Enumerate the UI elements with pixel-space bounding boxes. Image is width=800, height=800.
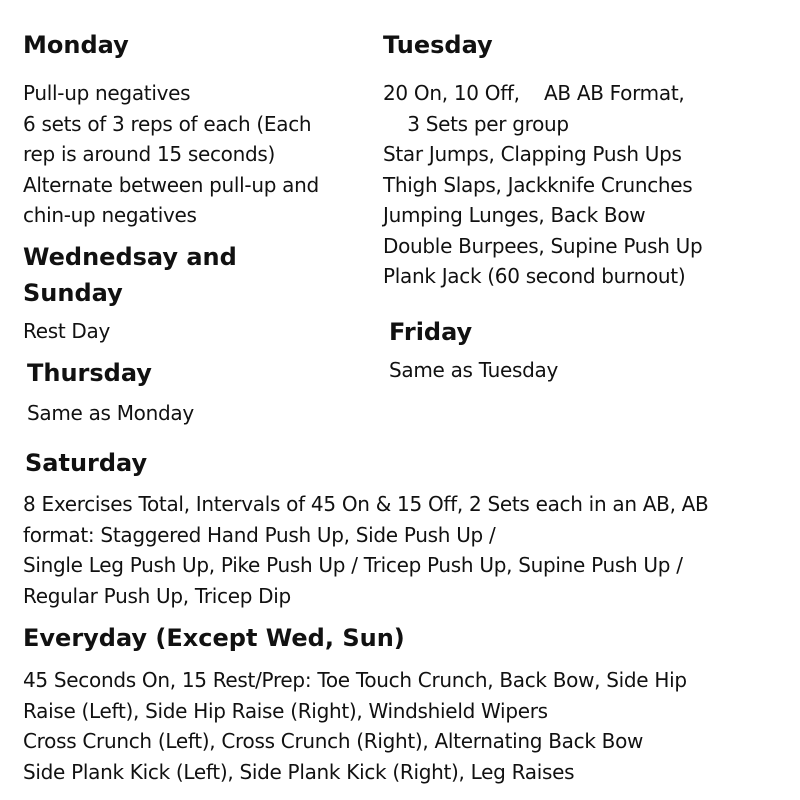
friday-text: [389, 355, 558, 386]
tuesday-line: Star Jumps, Clapping Push Ups: [383, 142, 682, 166]
everyday-line: Side Plank Kick (Left), Side Plank Kick (Right), Leg Raises: [23, 759, 575, 784]
saturday-line: Single Leg Push Up, Pike Push Up / Tricep Push Up, Supine Push Up /: [23, 553, 683, 577]
monday-line: 6 sets of 3 reps of each (Each: [23, 111, 312, 136]
saturday-heading: Saturday: [25, 449, 148, 477]
everyday-line: Raise (Left), Side Hip Raise (Right), Windshield Wipers: [23, 698, 548, 723]
tuesday-heading: Tuesday: [383, 31, 493, 59]
saturday-text: [23, 489, 708, 611]
wednesday-sunday-heading-line: Sunday: [23, 279, 123, 307]
everyday-heading: Everyday (Except Wed, Sun): [23, 624, 405, 652]
friday-line: Same as Tuesday: [389, 358, 558, 382]
everyday-section: [23, 620, 405, 656]
thursday-text: [27, 398, 194, 429]
everyday-line: 45 Seconds On, 15 Rest/Prep: Toe Touch Crunch, Back Bow, Side Hip: [23, 668, 687, 692]
saturday-line: Regular Push Up, Tricep Dip: [23, 583, 291, 608]
everyday-line: Cross Crunch (Left), Cross Crunch (Right), Alternating Back Bow: [23, 729, 644, 753]
friday-heading: Friday: [389, 318, 473, 346]
wednesday-sunday-section: [23, 239, 237, 311]
tuesday-line: 20 On, 10 Off, AB AB Format,: [383, 81, 685, 105]
monday-text: [23, 78, 319, 231]
wednesday-sunday-text: [23, 316, 110, 347]
monday-line: Alternate between pull-up and: [23, 172, 319, 197]
tuesday-section: [383, 27, 493, 63]
tuesday-line: 3 Sets per group: [383, 111, 569, 136]
thursday-heading: Thursday: [27, 359, 152, 387]
wednesday-sunday-heading-line: Wednedsay and: [23, 243, 237, 271]
saturday-section: [25, 445, 147, 481]
tuesday-text: [383, 78, 702, 292]
thursday-line: Same as Monday: [27, 401, 194, 425]
monday-section: [23, 27, 129, 63]
tuesday-line: Plank Jack (60 second burnout): [383, 264, 686, 288]
tuesday-line: Double Burpees, Supine Push Up: [383, 233, 703, 258]
saturday-line: 8 Exercises Total, Intervals of 45 On & 15 Off, 2 Sets each in an AB, AB: [23, 492, 709, 516]
monday-line: Pull-up negatives: [23, 81, 191, 105]
rest-day-text: Rest Day: [23, 319, 111, 343]
monday-line: rep is around 15 seconds): [23, 142, 276, 166]
tuesday-line: Thigh Slaps, Jackknife Crunches: [383, 172, 693, 197]
tuesday-line: Jumping Lunges, Back Bow: [383, 203, 646, 227]
everyday-text: [23, 665, 687, 787]
thursday-section: [27, 355, 152, 391]
monday-line: chin-up negatives: [23, 203, 197, 227]
monday-heading: Monday: [23, 31, 129, 59]
friday-section: [389, 314, 472, 350]
saturday-line: format: Staggered Hand Push Up, Side Push Up /: [23, 522, 496, 547]
